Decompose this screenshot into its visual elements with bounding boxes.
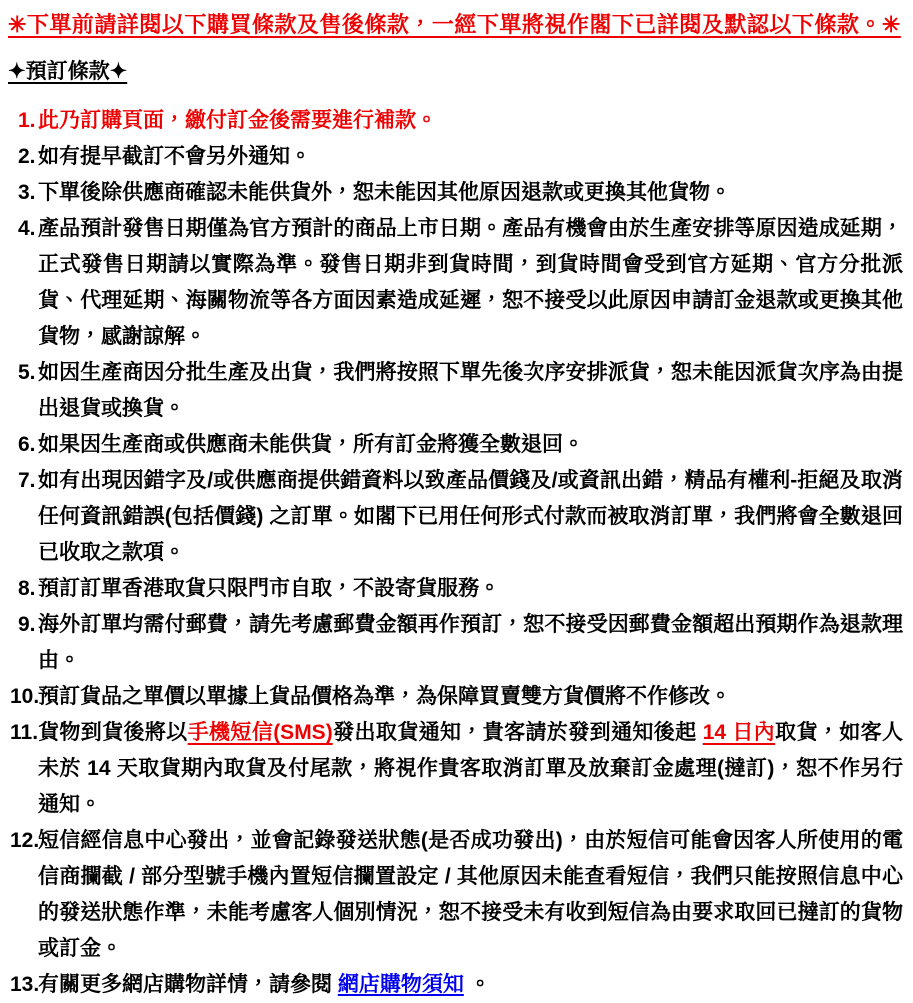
term-item-12 — [8, 823, 903, 967]
term-text: 有關更多網店購物詳情，請參閱 — [38, 973, 338, 996]
term-number: 13. — [10, 973, 40, 996]
term-text: 如因生產商因分批生產及出貨，我們將按照下單先後次序安排派貨，恕未能因派貨次序為由提出退貨或換貨。 — [38, 361, 903, 420]
term-number: 4. — [18, 217, 36, 240]
sms-highlight: 手機短信(SMS) — [187, 721, 333, 744]
term-text: 如有出現因錯字及/或供應商提供錯資料以致產品價錢及/或資訊出錯，精品有權利-拒絕及取消任何資訊錯誤(包括價錢) 之訂單。如閣下已用任何形式付款而被取消訂單，我們將會全數退回已收取之款項。 — [38, 469, 903, 564]
term-text: 此乃訂購頁面，繳付訂金後需要進行補款。 — [38, 109, 437, 132]
term-text: 海外訂單均需付郵費，請先考慮郵費金額再作預訂，恕不接受因郵費金額超出預期作為退款理由。 — [38, 613, 903, 672]
term-item-1 — [8, 103, 903, 139]
term-item-4 — [8, 211, 903, 355]
term-number: 5. — [18, 361, 36, 384]
term-item-6 — [8, 427, 903, 463]
term-text: 如有提早截訂不會另外通知。 — [38, 145, 311, 168]
term-number: 10. — [10, 685, 40, 708]
term-number: 1. — [18, 109, 36, 132]
term-text: 發出取貨通知，貴客請於發到通知後起 — [332, 721, 703, 744]
term-number: 2. — [18, 145, 36, 168]
term-item-11 — [8, 715, 903, 823]
term-text: 預訂貨品之單價以單據上貨品價格為準，為保障買賣雙方貨價將不作修改。 — [38, 685, 731, 708]
term-number: 8. — [18, 577, 36, 600]
term-text: 取貨，如客人未於 14 天取貨期內取貨及付尾款，將視作貴客取消訂單及放棄訂金處理(撻訂)，恕不作另行通知。 — [38, 721, 903, 816]
term-item-7 — [8, 463, 903, 571]
term-number: 11. — [10, 721, 39, 744]
term-text: 預訂訂單香港取貨只限門市自取，不設寄貨服務。 — [38, 577, 500, 600]
section-title-preorder-terms: ✦預訂條款✦ — [8, 60, 128, 83]
term-number: 6. — [18, 433, 36, 456]
term-item-3 — [8, 175, 903, 211]
term-text: 如果因生產商或供應商未能供貨，所有訂金將獲全數退回。 — [38, 433, 584, 456]
term-item-9 — [8, 607, 903, 679]
term-item-8 — [8, 571, 903, 607]
term-number: 3. — [18, 181, 36, 204]
term-text: 貨物到貨後將以 — [38, 721, 188, 744]
term-text: 短信經信息中心發出，並會記錄發送狀態(是否成功發出)，由於短信可能會因客人所使用的電信商攔截 / 部分型號手機內置短信攔置設定 / 其他原因未能查看短信，我們只能按照信息中心的發送狀態作準，未能考慮客人個別情況，恕不接受未有收到短信為由要求取回已撻訂的貨物或訂金。 — [38, 829, 903, 960]
term-number: 7. — [18, 469, 36, 492]
term-number: 9. — [18, 613, 36, 636]
term-text: 產品預計發售日期僅為官方預計的商品上市日期。產品有機會由於生產安排等原因造成延期，正式發售日期請以實際為準。發售日期非到貨時間，到貨時間會受到官方延期、官方分批派貨、代理延期、海關物流等各方面因素造成延遲，恕不接受以此原因申請訂金退款或更換其他貨物，感謝諒解。 — [38, 217, 903, 348]
term-item-5 — [8, 355, 903, 427]
term-item-10 — [8, 679, 903, 715]
pre-order-warning-notice: ✳下單前請詳閱以下購買條款及售後條款，一經下單將視作閣下已詳閱及默認以下條款。✳ — [8, 12, 901, 37]
term-item-2 — [8, 139, 903, 175]
term-text: 。 — [463, 973, 491, 996]
term-number: 12. — [10, 829, 40, 852]
pickup-deadline-highlight: 14 日內 — [702, 721, 776, 744]
shop-guide-link[interactable]: 網店購物須知 — [337, 973, 464, 996]
term-item-13 — [8, 967, 903, 1003]
terms-list — [8, 103, 903, 1003]
term-text: 下單後除供應商確認未能供貨外，恕未能因其他原因退款或更換其他貨物。 — [38, 181, 731, 204]
